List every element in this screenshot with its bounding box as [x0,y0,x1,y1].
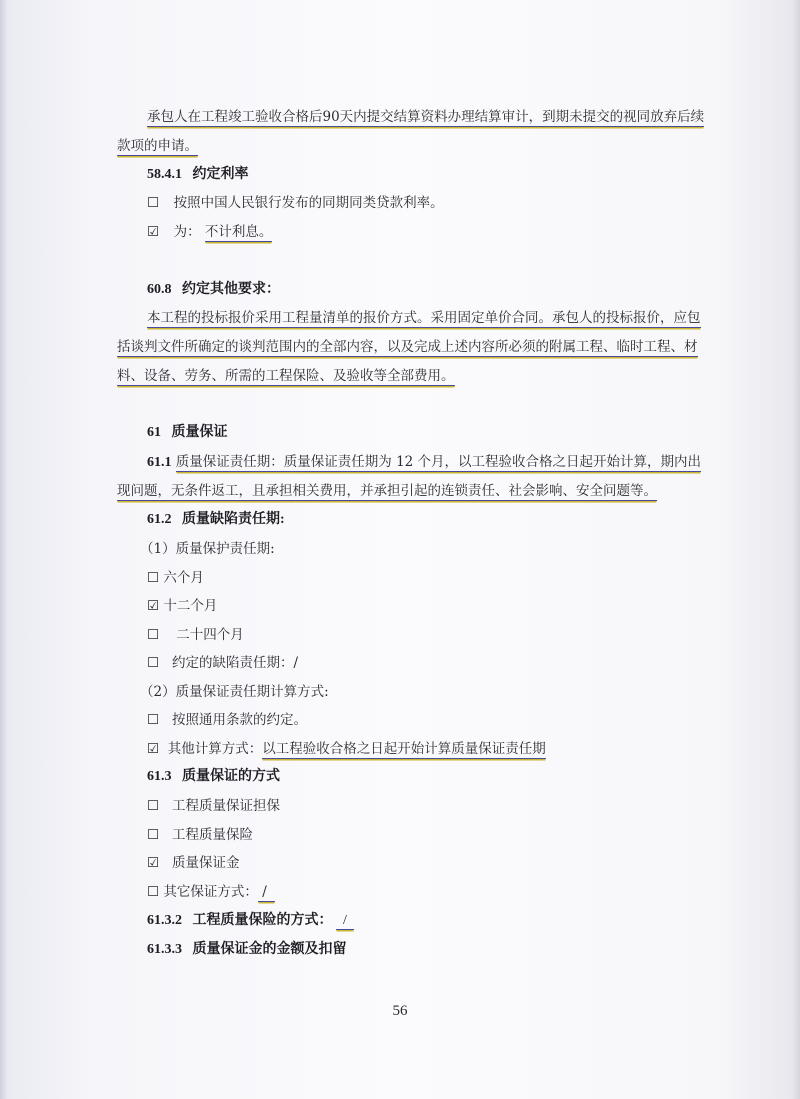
checkbox-unchecked-icon: ☐ [147,798,160,814]
option-label: 其它保证方式： [163,884,258,900]
option-label: 工程质量保证担保 [171,798,280,814]
section-number: 61.3 [147,769,172,784]
section-value [336,913,354,930]
section-heading-61-3-2 [147,912,354,930]
checkbox-unchecked-icon: ☐ [147,655,160,671]
option-label: 按照中国人民银行发布的同期同类贷款利率。 [173,195,444,211]
section-title: 约定其他要求： [182,282,280,297]
option-row [147,597,217,615]
option-label: 为： [173,224,201,240]
section-number: 61 [147,425,161,440]
page-number: 56 [392,1003,408,1019]
checkbox-unchecked-icon: ☐ [147,827,160,843]
checkbox-checked-icon: ☑ [147,741,160,757]
section-number: 60.8 [147,282,172,297]
section-number: 61.3.3 [147,942,182,957]
option-row [147,626,244,644]
checkbox-unchecked-icon: ☐ [147,884,160,900]
option-label: 工程质量保险 [171,827,253,843]
section-number: 61.2 [147,512,172,527]
paragraph-line [117,482,657,500]
section-value-text: / [343,913,347,928]
paragraph-line [147,453,701,472]
section-heading-61-3-3 [147,941,347,959]
section-title: 质量保证金的金额及扣留 [192,942,347,957]
underlined-text: 款项的申请。 [117,138,198,154]
option-row [147,740,554,758]
option-label: 约定的缺陷责任期：/ [171,655,299,671]
option-label: 按照通用条款的约定。 [171,712,307,728]
checkbox-unchecked-icon: ☐ [147,712,160,728]
option-label: 二十四个月 [176,627,244,643]
scan-edge-left [0,0,8,1099]
underlined-text: 现问题，无条件返工，且承担相关费用，并承担引起的连锁责任、社会影响、安全问题等。 [117,483,657,499]
option-row [147,854,239,872]
underlined-text: 质量保证责任期：质量保证责任期为 12 个月，以工程验收合格之日起开始计算，期内出 [175,454,702,470]
section-title: 工程质量保险的方式： [192,913,333,928]
scan-edge-right [792,0,800,1099]
section-title: 约定利率 [192,167,249,182]
section-heading-58-4-1 [147,166,249,184]
option-row [147,569,204,587]
underlined-text: 料、设备、劳务、所需的工程保险、及验收等全部费用。 [117,368,455,384]
option-label: 十二个月 [163,598,218,614]
section-heading-61-3 [147,768,280,786]
section-number: 61.3.2 [147,913,182,928]
option-row [147,826,253,844]
underlined-text: 承包人在工程竣工验收合格后90天内提交结算资料办理结算审计，到期未提交的视同放弃后续 [147,109,705,125]
section-title: 质量缺陷责任期: [182,512,285,527]
option-label: 六个月 [163,570,204,586]
section-title: 质量保证 [171,425,228,440]
paragraph-line [117,338,698,356]
section-heading-61 [147,424,228,442]
section-heading-60-8 [147,281,280,299]
paragraph-line [117,137,198,155]
option-row [147,194,444,212]
checkbox-unchecked-icon: ☐ [147,627,160,643]
section-number: 58.4.1 [147,167,182,182]
option-row [147,223,272,241]
paragraph-line [117,367,455,385]
paragraph-line [147,309,701,327]
checkbox-unchecked-icon: ☐ [147,195,160,211]
option-label: 质量保证金 [171,855,240,871]
option-value: 不计利息。 [204,224,273,240]
option-value-text: / [262,884,267,900]
checkbox-unchecked-icon: ☐ [147,570,160,586]
option-row [147,711,307,729]
underlined-text: 本工程的投标报价采用工程量清单的报价方式。采用固定单价合同。承包人的投标报价，应包 [147,310,701,326]
section-number: 61.1 [147,455,172,470]
option-row [147,883,275,901]
section-title: 质量保证的方式 [182,769,280,784]
paragraph-line [147,108,704,126]
section-heading-61-2 [147,511,285,529]
subheading: （2）质量保证责任期计算方式: [140,684,329,700]
subheading: （1）质量保护责任期: [140,541,275,557]
checkbox-checked-icon: ☑ [147,598,160,614]
checkbox-checked-icon: ☑ [147,855,160,871]
option-row [147,654,298,672]
option-row [147,797,280,815]
option-label: 其他计算方式： [167,741,263,757]
checkbox-checked-icon: ☑ [147,224,160,240]
option-value: 以工程验收合格之日起开始计算质量保证责任期 [262,741,546,757]
underlined-text: 括谈判文件所确定的谈判范围内的全部内容，以及完成上述内容所必须的附属工程、临时工程、材 [117,339,698,355]
option-value [258,884,275,902]
